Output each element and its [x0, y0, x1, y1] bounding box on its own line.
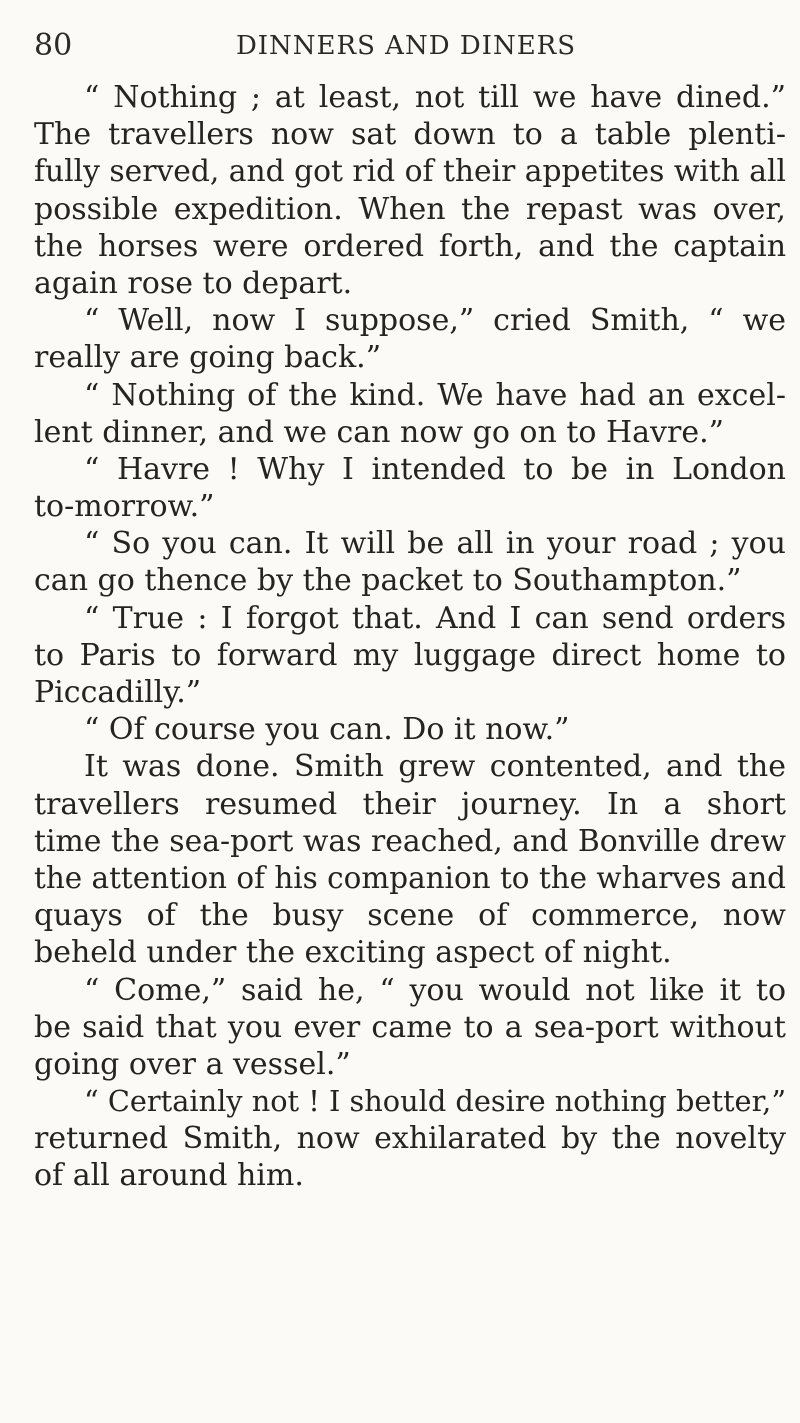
text-line: really are going back.” — [34, 340, 382, 376]
text-line: lent dinner, and we can now go on to Havre.” — [34, 414, 724, 450]
text-line: travellers resumed their journey. In a short — [34, 786, 786, 822]
text-line: be said that you ever came to a sea-port without — [34, 1009, 786, 1045]
body-text — [34, 79, 786, 1195]
text-line: of all around him. — [34, 1158, 304, 1194]
text-line: again rose to depart. — [34, 265, 353, 301]
text-line: going over a vessel.” — [34, 1046, 351, 1082]
text-line: Piccadilly.” — [34, 675, 202, 710]
text-line: “ Come,” said he, “ you would not like it to — [84, 972, 786, 1008]
running-title: DINNERS AND DINERS — [235, 31, 577, 61]
text-line: The travellers now sat down to a table plenti- — [34, 117, 786, 153]
text-line: the attention of his companion to the wharves and — [34, 860, 786, 895]
text-line: “ Nothing ; at least, not till we have dined.” — [84, 80, 786, 115]
text-line: quays of the busy scene of commerce, now — [34, 898, 786, 934]
text-line: the horses were ordered forth, and the captain — [34, 228, 786, 264]
text-line: It was done. Smith grew contented, and the — [84, 749, 786, 785]
text-line: to-morrow.” — [34, 489, 215, 525]
text-line: “ Of course you can. Do it now.” — [84, 712, 570, 748]
page-number: 80 — [34, 28, 73, 63]
text-line: beheld under the exciting aspect of night. — [34, 935, 672, 971]
text-line: “ Certainly not ! I should desire nothing better,” — [84, 1084, 786, 1119]
text-line: “ True : I forgot that. And I can send orders — [84, 600, 786, 636]
text-line: to Paris to forward my luggage direct home to — [34, 637, 786, 673]
text-line: can go thence by the packet to Southampton.” — [34, 563, 742, 599]
running-head — [34, 26, 778, 66]
text-line: “ Well, now I suppose,” cried Smith, “ we — [84, 303, 786, 339]
text-line: “ Nothing of the kind. We have had an excel- — [84, 377, 786, 413]
text-line: “ Havre ! Why I intended to be in London — [84, 451, 786, 487]
text-line: time the sea-port was reached, and Bonville drew — [34, 823, 786, 859]
text-line: possible expedition. When the repast was over, — [34, 191, 786, 227]
text-line: returned Smith, now exhilarated by the novelty — [34, 1121, 786, 1157]
text-line: “ So you can. It will be all in your road ; you — [84, 526, 786, 562]
text-line: fully served, and got rid of their appetites with all — [34, 154, 786, 190]
